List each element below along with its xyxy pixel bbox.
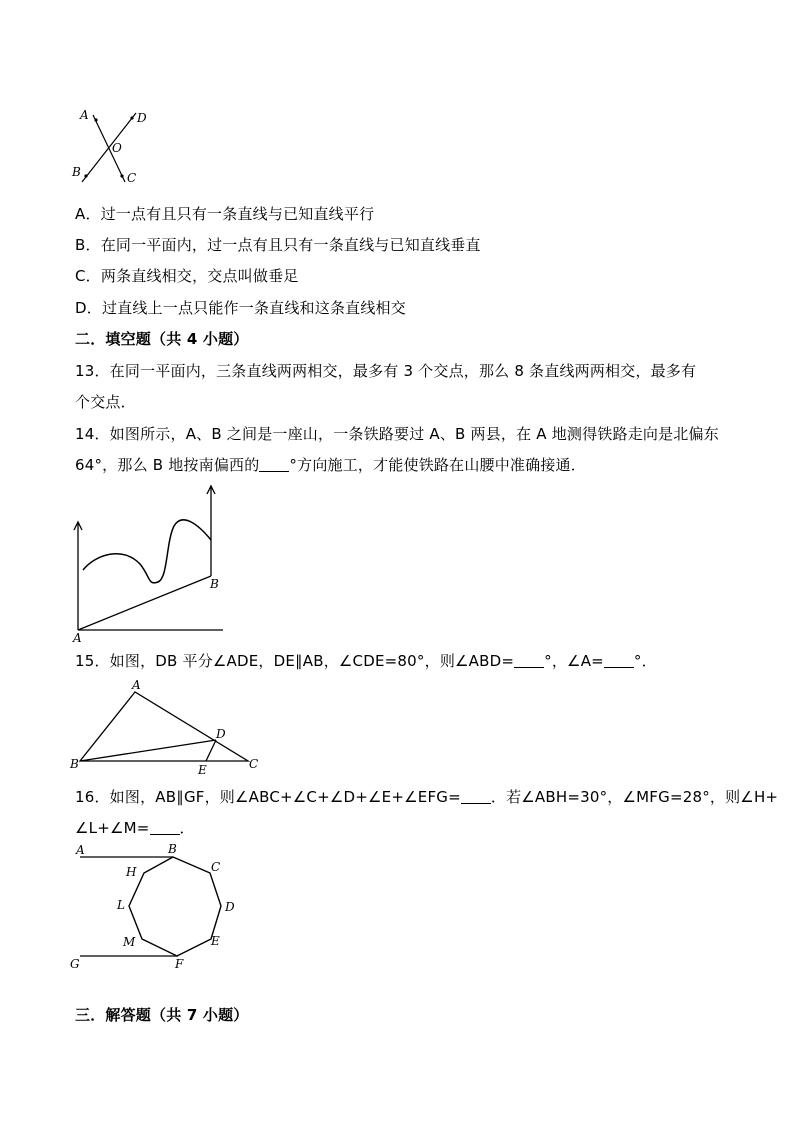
label-d: D bbox=[225, 900, 235, 914]
q13-line1: 13．在同一平面内，三条直线两两相交，最多有 3 个交点，那么 8 条直线两两相交，最多有 bbox=[75, 362, 697, 380]
q16-part2: ．若∠ABH=30°，∠MFG=28°，则∠H+ bbox=[490, 788, 779, 806]
label-e: E bbox=[198, 763, 207, 777]
section-fill-in-title: 二．填空题（共 4 小题） bbox=[75, 330, 249, 348]
label-d: D bbox=[137, 111, 147, 125]
label-a: A bbox=[132, 678, 141, 692]
q14-blank bbox=[259, 457, 289, 472]
label-c: C bbox=[211, 860, 221, 874]
figure-triangle bbox=[68, 678, 268, 778]
label-b: B bbox=[72, 165, 81, 179]
label-a: A bbox=[73, 631, 82, 645]
segment-bd bbox=[80, 740, 216, 761]
q15-blank-a bbox=[604, 653, 634, 668]
label-b: B bbox=[210, 577, 219, 591]
railway-line bbox=[78, 576, 211, 630]
q15-part2: °，∠A= bbox=[544, 652, 604, 670]
q16-text-before: ∠L+∠M= bbox=[75, 819, 150, 837]
label-c: C bbox=[249, 757, 259, 771]
label-l: L bbox=[117, 898, 125, 912]
q14-text-after: °方向施工，才能使铁路在山腰中准确接通． bbox=[289, 456, 586, 474]
figure-mountain-railway bbox=[68, 482, 228, 647]
option-d: D．过直线上一点只能作一条直线和这条直线相交 bbox=[75, 299, 406, 317]
octagon bbox=[129, 857, 221, 956]
label-a: A bbox=[80, 108, 89, 122]
option-a: A．过一点有且只有一条直线与已知直线平行 bbox=[75, 205, 375, 223]
q16-line2 bbox=[75, 818, 195, 838]
label-o: O bbox=[112, 141, 122, 155]
label-c: C bbox=[127, 171, 137, 185]
label-d: D bbox=[216, 727, 226, 741]
q16-part1: 16．如图，AB∥GF，则∠ABC+∠C+∠D+∠E+∠EFG= bbox=[75, 788, 461, 806]
label-g: G bbox=[70, 957, 80, 971]
label-b: B bbox=[168, 842, 177, 856]
label-e: E bbox=[211, 934, 220, 948]
q16-blank-sum bbox=[461, 789, 491, 804]
q16-line1 bbox=[75, 787, 778, 807]
mountain-curve bbox=[83, 520, 211, 583]
label-f: F bbox=[175, 957, 184, 971]
label-h: H bbox=[126, 865, 137, 879]
label-m: M bbox=[123, 935, 136, 949]
q14-line2 bbox=[75, 455, 586, 475]
q13-line2: 个交点． bbox=[75, 393, 136, 411]
q15-part3: °． bbox=[633, 652, 657, 670]
section-solve-title: 三．解答题（共 7 小题） bbox=[75, 1006, 249, 1024]
q15-blank-abd bbox=[514, 653, 544, 668]
option-b: B．在同一平面内，过一点有且只有一条直线与已知直线垂直 bbox=[75, 236, 481, 254]
option-c: C．两条直线相交，交点叫做垂足 bbox=[75, 267, 299, 285]
figure-octagon-parallel bbox=[68, 840, 248, 975]
q16-text-after: ． bbox=[179, 819, 195, 837]
q15-text bbox=[75, 651, 657, 671]
q14-line1: 14．如图所示，A、B 之间是一座山，一条铁路要过 A、B 两县，在 A 地测得铁路走向是北偏东 bbox=[75, 425, 719, 443]
q16-blank-hlm bbox=[150, 820, 180, 835]
label-b: B bbox=[70, 757, 79, 771]
segment-de bbox=[206, 740, 216, 761]
q14-text-before: 64°，那么 B 地按南偏西的 bbox=[75, 456, 260, 474]
label-a: A bbox=[76, 843, 85, 857]
q15-part1: 15．如图，DB 平分∠ADE，DE∥AB，∠CDE=80°，则∠ABD= bbox=[75, 652, 515, 670]
figure-intersecting-lines bbox=[70, 105, 150, 190]
